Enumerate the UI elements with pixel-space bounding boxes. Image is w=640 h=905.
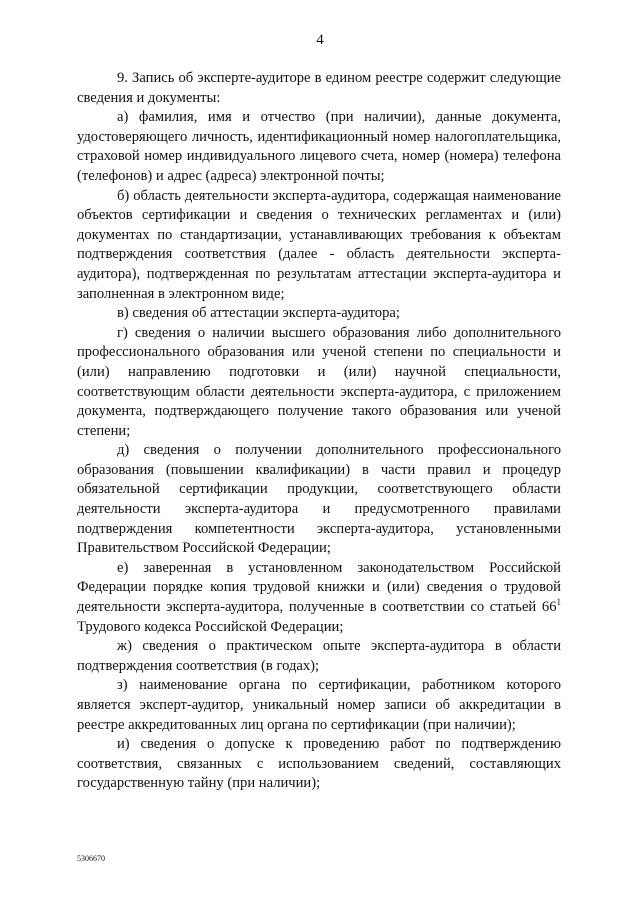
paragraph-e-text-end: Трудового кодекса Российской Федерации; xyxy=(77,618,344,635)
paragraph-b: б) область деятельности эксперта-аудитора, содержащая наименование объектов сертификации и сведения о технических регламентах и (или) документах по стандартизации, устанавливающих требования к объектам подтверждения соответствия (далее - область деятельности эксперта-аудитора), подтвержденная по результатам аттестации эксперта-аудитора и заполненная в электронном виде; xyxy=(77,187,561,302)
paragraph-i: и) сведения о допуске к проведению работ по подтверждению соответствия, связанных с использованием сведений, составляющих государственную тайну (при наличии); xyxy=(77,736,561,792)
paragraph-9: 9. Запись об эксперте-аудиторе в едином реестре содержит следующие сведения и документы: xyxy=(77,70,561,106)
document-code: 5306670 xyxy=(77,854,105,863)
paragraph-d: д) сведения о получении дополнительного профессионального образования (повышении квалификации) в части правил и процедур обязательной сертификации продукции, соответствующего области деятельности эксперта-аудитора и предусмотренного правилами подтверждения компетентности эксперта-аудитора, установленными Правительством Российской Федерации; xyxy=(77,442,561,557)
document-body xyxy=(77,69,561,794)
paragraph-e xyxy=(77,559,561,637)
paragraph-g: г) сведения о наличии высшего образования либо дополнительного профессионального образования или ученой степени по специальности и (или) направлению подготовки и (или) научной специальности, соответствующим области деятельности эксперта-аудитора, с приложением документа, подтверждающего получение такого образования или ученой степени; xyxy=(77,324,561,439)
paragraph-z: з) наименование органа по сертификации, работником которого является эксперт-аудитор, уникальный номер записи об аккредитации в реестре аккредитованных лиц органа по сертификации (при наличии); xyxy=(77,677,561,733)
paragraph-a: а) фамилия, имя и отчество (при наличии), данные документа, удостоверяющего личность, идентификационный номер налогоплательщика, страховой номер индивидуального лицевого счета, номер (номера) телефона (телефонов) и адрес (адреса) электронной почты; xyxy=(77,109,561,184)
paragraph-e-text: е) заверенная в установленном законодательством Российской Федерации порядке копия трудовой книжки и (или) сведения о трудовой деятельности эксперта-аудитора, полученные в соответствии со статьей 66 xyxy=(77,559,561,616)
page-number: 4 xyxy=(316,32,324,48)
superscript: 1 xyxy=(556,597,561,608)
paragraph-v: в) сведения об аттестации эксперта-аудитора; xyxy=(117,305,400,322)
paragraph-zh: ж) сведения о практическом опыте эксперта-аудитора в области подтверждения соответствия (в годах); xyxy=(77,638,561,674)
